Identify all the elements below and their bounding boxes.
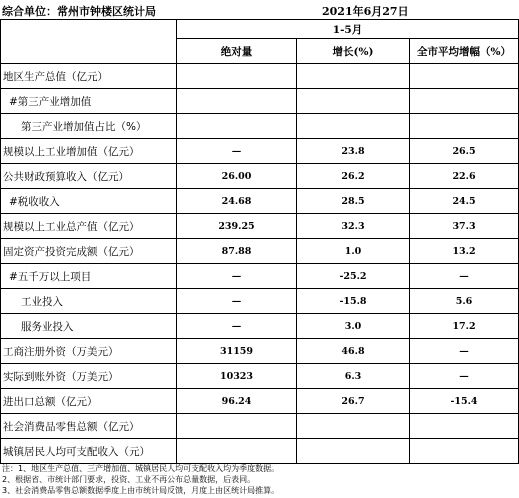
table-row [1, 414, 519, 439]
table-row [1, 139, 519, 164]
row-label: 固定资产投资完成额（亿元） [1, 239, 177, 264]
footnote-line: 3、社会消费品零售总额数据季度上由市统计局反馈，月度上由区统计局推算。 [2, 486, 280, 495]
cell-city-avg [410, 114, 519, 139]
table-row [1, 264, 519, 289]
cell-growth: 1.0 [297, 239, 410, 264]
col-header-growth: 增长(%) [297, 39, 410, 64]
row-label: 实际到账外资（万美元） [1, 364, 177, 389]
cell-growth [297, 114, 410, 139]
table-row [1, 164, 519, 189]
cell-growth: -15.8 [297, 289, 410, 314]
cell-city-avg: 37.3 [410, 214, 519, 239]
table-row [1, 239, 519, 264]
row-label: 地区生产总值（亿元） [1, 64, 177, 89]
cell-growth: 32.3 [297, 214, 410, 239]
cell-growth: 26.2 [297, 164, 410, 189]
row-label: 公共财政预算收入（亿元） [1, 164, 177, 189]
table-row [1, 89, 519, 114]
cell-city-avg: — [410, 364, 519, 389]
table-row [1, 289, 519, 314]
row-label: #第三产业增加值 [1, 89, 177, 114]
statistics-table [0, 19, 519, 464]
table-row [1, 439, 519, 464]
row-label: 城镇居民人均可支配收入（元） [1, 439, 177, 464]
cell-absolute: 10323 [177, 364, 297, 389]
row-label: 服务业投入 [1, 314, 177, 339]
cell-growth: 46.8 [297, 339, 410, 364]
table-row [1, 314, 519, 339]
cell-city-avg: 5.6 [410, 289, 519, 314]
col-header-city-avg: 全市平均增幅（%） [410, 39, 519, 64]
cell-city-avg [410, 64, 519, 89]
table-row [1, 389, 519, 414]
period-header: 1-5月 [177, 20, 519, 39]
cell-absolute: 26.00 [177, 164, 297, 189]
row-label: 进出口总额（亿元） [1, 389, 177, 414]
footnote-line: 2、根据省、市统计部门要求，投资、工业不再公布总量数据，后表同。 [2, 475, 256, 484]
cell-growth: 3.0 [297, 314, 410, 339]
cell-city-avg [410, 89, 519, 114]
row-label: 第三产业增加值占比（%） [1, 114, 177, 139]
cell-city-avg: 26.5 [410, 139, 519, 164]
table-row [1, 214, 519, 239]
cell-city-avg: 24.5 [410, 189, 519, 214]
cell-absolute: 87.88 [177, 239, 297, 264]
table-row [1, 114, 519, 139]
table-row [1, 64, 519, 89]
cell-absolute [177, 89, 297, 114]
row-label: #税收收入 [1, 189, 177, 214]
cell-absolute [177, 439, 297, 464]
table-row [1, 189, 519, 214]
table-row [1, 364, 519, 389]
cell-growth: 23.8 [297, 139, 410, 164]
header-blank-cell [1, 20, 177, 64]
row-label: 规模以上工业增加值（亿元） [1, 139, 177, 164]
table-header-period-row [1, 20, 519, 39]
cell-absolute [177, 414, 297, 439]
row-label: 工业投入 [1, 289, 177, 314]
cell-growth [297, 439, 410, 464]
unit-label: 综合单位：常州市钟楼区统计局 [2, 5, 156, 18]
cell-city-avg [410, 439, 519, 464]
cell-absolute [177, 64, 297, 89]
footnote-line: 注：1、地区生产总值、三产增加值、城镇居民人均可支配收入均为季度数据。 [2, 464, 280, 473]
cell-city-avg: 13.2 [410, 239, 519, 264]
cell-absolute: — [177, 264, 297, 289]
cell-city-avg [410, 414, 519, 439]
row-label: 社会消费品零售总额（亿元） [1, 414, 177, 439]
cell-absolute [177, 114, 297, 139]
col-header-absolute: 绝对量 [177, 39, 297, 64]
cell-growth: -25.2 [297, 264, 410, 289]
cell-absolute: 96.24 [177, 389, 297, 414]
row-label: 工商注册外资（万美元） [1, 339, 177, 364]
cell-city-avg: 17.2 [410, 314, 519, 339]
footnotes [2, 463, 517, 496]
cell-absolute: 24.68 [177, 189, 297, 214]
row-label: #五千万以上项目 [1, 264, 177, 289]
cell-absolute: — [177, 289, 297, 314]
cell-city-avg: -15.4 [410, 389, 519, 414]
cell-growth: 28.5 [297, 189, 410, 214]
cell-absolute: — [177, 314, 297, 339]
report-header [0, 0, 519, 18]
cell-growth [297, 414, 410, 439]
cell-city-avg: — [410, 339, 519, 364]
cell-growth [297, 89, 410, 114]
cell-absolute: 31159 [177, 339, 297, 364]
cell-city-avg: 22.6 [410, 164, 519, 189]
report-date: 2021年6月27日 [322, 5, 409, 18]
cell-absolute: 239.25 [177, 214, 297, 239]
row-label: 规模以上工业总产值（亿元） [1, 214, 177, 239]
cell-growth [297, 64, 410, 89]
cell-absolute: — [177, 139, 297, 164]
cell-city-avg: — [410, 264, 519, 289]
cell-growth: 26.7 [297, 389, 410, 414]
cell-growth: 6.3 [297, 364, 410, 389]
table-row [1, 339, 519, 364]
